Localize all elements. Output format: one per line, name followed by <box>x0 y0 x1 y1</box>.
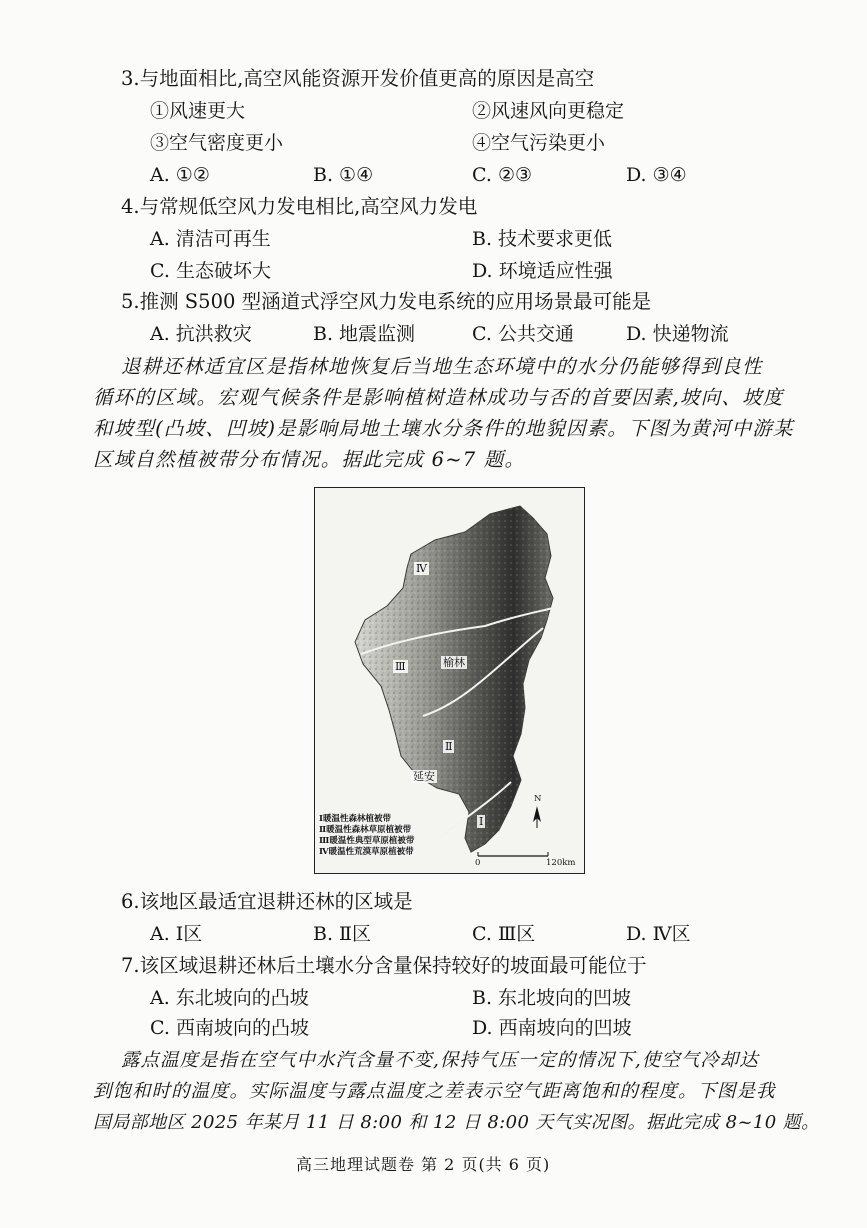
q3-option-b: B. ①④ <box>313 164 374 186</box>
page-footer: 高三地理试题卷 第 2 页(共 6 页) <box>296 1155 551 1174</box>
passage2-line-3: 国局部地区 2025 年某月 11 日 8:00 和 12 日 8:00 天气实况图。据此完成 8~10 题。 <box>93 1112 820 1133</box>
q4-stem: 4.与常规低空风力发电相比,高空风力发电 <box>121 195 478 218</box>
q3-statement-4: ④空气污染更小 <box>472 132 606 154</box>
north-label: N <box>534 794 542 804</box>
q7-option-d: D. 西南坡向的凹坡 <box>472 1017 632 1039</box>
q7-stem: 7.该区域退耕还林后土壤水分含量保持较好的坡面最可能位于 <box>121 954 647 977</box>
zone-label-iv: Ⅳ <box>416 562 427 575</box>
scale-bar <box>478 852 548 856</box>
q5-option-a: A. 抗洪救灾 <box>150 323 252 345</box>
passage2-line-1: 露点温度是指在空气中水汽含量不变,保持气压一定的情况下,使空气冷却达 <box>121 1050 759 1071</box>
q5-stem: 5.推测 S500 型涵道式浮空风力发电系统的应用场景最可能是 <box>121 290 652 313</box>
q3-stem: 3.与地面相比,高空风能资源开发价值更高的原因是高空 <box>121 67 595 90</box>
vegetation-zone-map <box>314 487 585 874</box>
q3-statement-1: ①风速更大 <box>150 100 246 122</box>
q3-option-c: C. ②③ <box>472 164 533 186</box>
q3-statement-2: ②风速风向更稳定 <box>472 100 625 122</box>
zone-label-ii: Ⅱ <box>445 740 453 753</box>
legend-item-3: Ⅲ暖温性典型草原植被带 <box>319 836 415 846</box>
passage1-line-1: 退耕还林适宜区是指林地恢复后当地生态环境中的水分仍能够得到良性 <box>121 355 763 378</box>
passage1-line-3: 和坡型(凸坡、凹坡)是影响局地土壤水分条件的地貌因素。下图为黄河中游某 <box>93 417 794 440</box>
q4-option-c: C. 生态破坏大 <box>150 260 271 282</box>
q5-option-b: B. 地震监测 <box>313 323 416 345</box>
q5-option-c: C. 公共交通 <box>472 323 574 345</box>
passage1-line-4: 区域自然植被带分布情况。据此完成 6~7 题。 <box>93 448 526 471</box>
zone-label-iii: Ⅲ <box>395 660 406 673</box>
legend-item-2: Ⅱ暖温性森林草原植被带 <box>319 825 412 835</box>
q3-statement-3: ③空气密度更小 <box>150 132 284 154</box>
q5-option-d: D. 快递物流 <box>626 323 729 345</box>
zone-label-i: Ⅰ <box>479 815 484 828</box>
north-arrow-icon <box>533 806 541 828</box>
q4-option-d: D. 环境适应性强 <box>472 260 613 282</box>
q6-option-b: B. Ⅱ区 <box>313 923 371 945</box>
q3-option-a: A. ①② <box>150 164 210 186</box>
city-label-yanan: 延安 <box>413 770 435 783</box>
q6-option-a: A. Ⅰ区 <box>150 923 203 945</box>
passage2-line-2: 到饱和时的温度。实际温度与露点温度之差表示空气距离饱和的程度。下图是我 <box>93 1081 776 1102</box>
city-label-yulin: 榆林 <box>443 656 465 669</box>
q6-stem: 6.该地区最适宜退耕还林的区域是 <box>121 890 413 913</box>
q7-option-a: A. 东北坡向的凸坡 <box>150 987 309 1009</box>
passage1-line-2: 循环的区域。宏观气候条件是影响植树造林成功与否的首要因素,坡向、坡度 <box>93 386 784 409</box>
q6-option-c: C. Ⅲ区 <box>472 923 536 945</box>
q7-option-b: B. 东北坡向的凹坡 <box>472 987 632 1009</box>
legend-item-4: Ⅳ暖温性荒漠草原植被带 <box>319 847 414 857</box>
q6-option-d: D. Ⅳ区 <box>626 923 691 945</box>
q4-option-b: B. 技术要求更低 <box>472 228 613 250</box>
scale-start-label: 0 <box>475 858 481 868</box>
scale-end-label: 120km <box>546 858 576 868</box>
q3-option-d: D. ③④ <box>626 164 687 186</box>
q7-option-c: C. 西南坡向的凸坡 <box>150 1017 309 1039</box>
q4-option-a: A. 清洁可再生 <box>150 228 271 250</box>
legend-item-1: Ⅰ暖温性森林植被带 <box>319 814 391 824</box>
